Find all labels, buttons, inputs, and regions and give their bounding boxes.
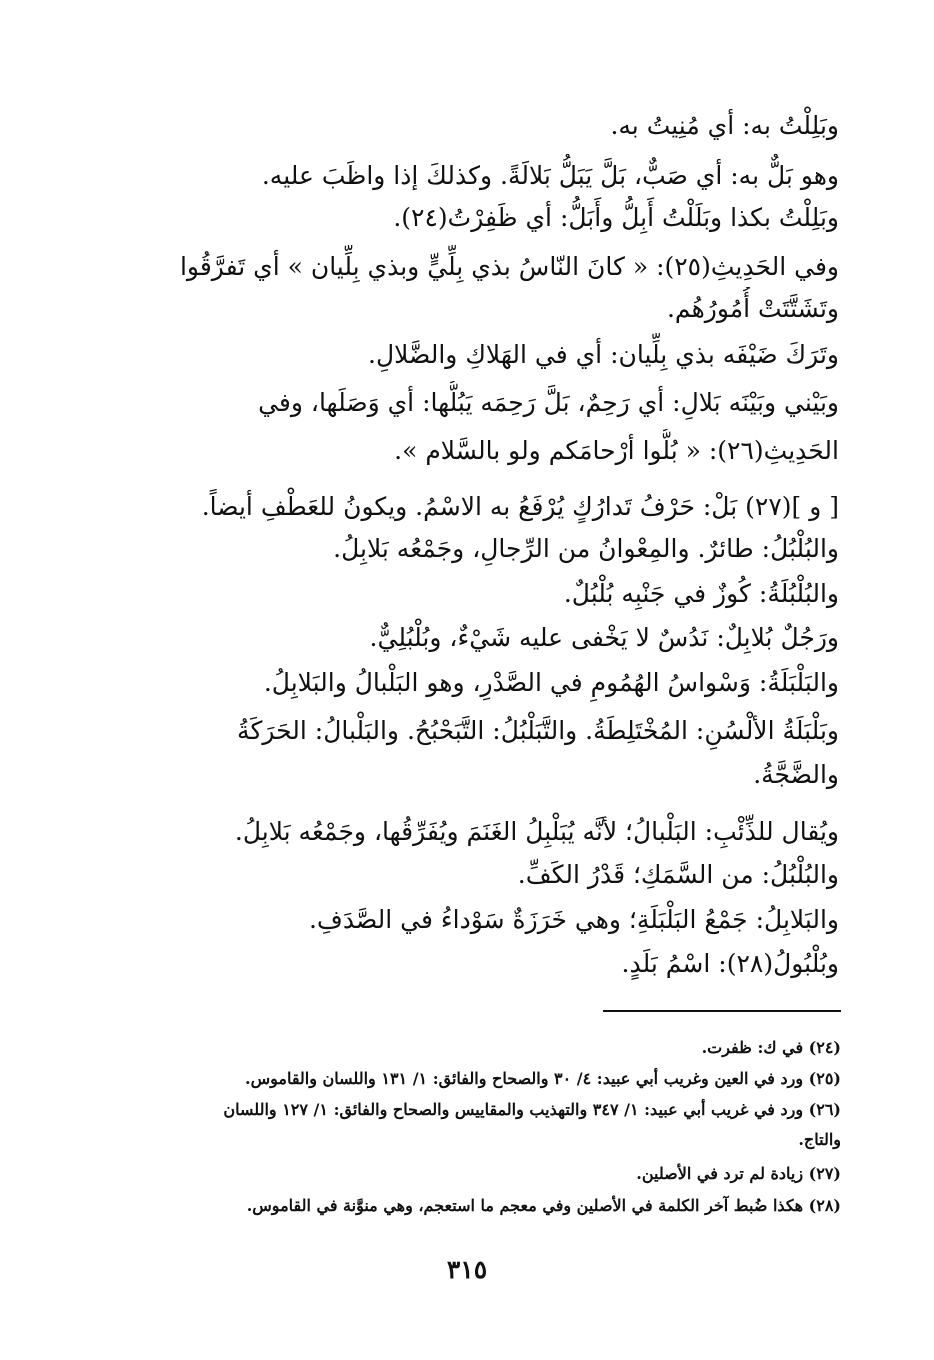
- footnote-24: (٢٤) في ك: ظفرت.: [701, 1038, 841, 1057]
- footnote-25: (٢٥) ورد في العين وغريب أبي عبيد: ٤/ ٣٠ والصحاح والفائق: ١/ ١٣١ واللسان والقاموس.: [245, 1069, 841, 1088]
- text-line-17: والبُلْبُلُ: من السَّمَكِ؛ قَدْرُ الكَفِّ.: [517, 860, 839, 889]
- text-line-8: الحَدِيثِ(٢٦): « بُلُّوا أرْحامَكم ولو بالسَّلام ».: [394, 436, 839, 465]
- text-line-7: وبَيْني وبَيْنَه بَلالِ: أي رَحِمٌ، بَلَّ رَحِمَه يَبُلُّها: أي وَصَلَها، وفي: [258, 388, 839, 417]
- footnote-28: (٢٨) هكذا ضُبط آخر الكلمة في الأصلين وفي معجم ما استعجم، وهي منوَّنة في القاموس.: [246, 1196, 841, 1215]
- text-line-1: وبَلِلْتُ به: أي مُنِيتُ به.: [610, 111, 839, 140]
- text-line-2: وهو بَلٌّ به: أي صَبٌّ، بَلَّ يَبَلُّ بَلالَةً. وكذلكَ إذا واظَبَ عليه.: [261, 161, 839, 190]
- footnote-26: (٢٦) ورد في غريب أبي عبيد: ١/ ٣٤٧ والتهذيب والمقاييس والصحاح والفائق: ١/ ١٢٧ واللسان: [223, 1100, 841, 1119]
- text-line-6: وتَرَكَ ضَيْفَه بذي بِلِّيان: أي في الهَلاكِ والضَّلالِ.: [368, 340, 839, 369]
- text-line-3: وبَلِلْتُ بكذا وبَلَلْتُ أَبِلُّ وأَبَلُّ: أي ظَفِرْتُ(٢٤).: [393, 203, 839, 232]
- text-line-10: والبُلْبُلُ: طائرٌ. والمِعْوانُ من الرِّجالِ، وجَمْعُه بَلابِلُ.: [333, 534, 839, 563]
- text-line-19: وبُلْبُولُ(٢٨): اسْمُ بَلَدٍ.: [621, 949, 839, 978]
- text-line-9: [ و ](٢٧) بَلْ: حَرْفُ تَدارُكٍ يُرْفَعُ به الاسْمُ. ويكونُ للعَطْفِ أيضاً.: [201, 492, 839, 521]
- text-line-13: والبَلْبَلَةُ: وَسْواسُ الهُمُومِ في الصَّدْرِ، وهو البَلْبالُ والبَلابِلُ.: [263, 668, 839, 697]
- text-line-4: وفي الحَدِيثِ(٢٥): « كانَ النّاسُ بذي بِلِّيٍّ وبذي بِلِّيان » أي تَفرَّقُوا: [179, 252, 839, 281]
- text-line-15: والضَّجَّةُ.: [753, 760, 839, 789]
- text-line-18: والبَلابِلُ: جَمْعُ البَلْبَلَةِ؛ وهي خَرَزَةٌ سَوْداءُ في الصَّدَفِ.: [308, 905, 839, 934]
- footnote-separator: [603, 1010, 841, 1012]
- text-line-16: ويُقال للذِّئْبِ: البَلْبالُ؛ لأنَّه يُبَلْبِلُ الغَنَمَ ويُفَرِّقُها، وجَمْعُه بَلابِلُ.: [234, 817, 839, 846]
- footnote-27: (٢٧) زيادة لم ترد في الأصلين.: [636, 1164, 841, 1183]
- text-line-14: وبَلْبَلَةُ الألْسُنِ: المُخْتَلِطَةُ. والتَّبَلْبُلُ: التَّبَحْبُحُ. والبَلْبالُ: الحَرَكَةُ: [237, 716, 839, 745]
- text-line-5: وتَشَتَّتَتْ أُمُورُهُم.: [666, 294, 839, 323]
- text-line-11: والبُلْبُلَةُ: كُوزٌ في جَنْبِه بُلْبُلٌ.: [563, 579, 839, 608]
- text-line-12: ورَجُلٌ بُلابِلٌ: نَدُسٌ لا يَخْفى عليه شَيْءٌ، وبُلْبُلِيٌّ.: [369, 623, 839, 652]
- footnote-26-continued: والتاج.: [798, 1130, 841, 1149]
- page-number: ٣١٥: [446, 1255, 488, 1284]
